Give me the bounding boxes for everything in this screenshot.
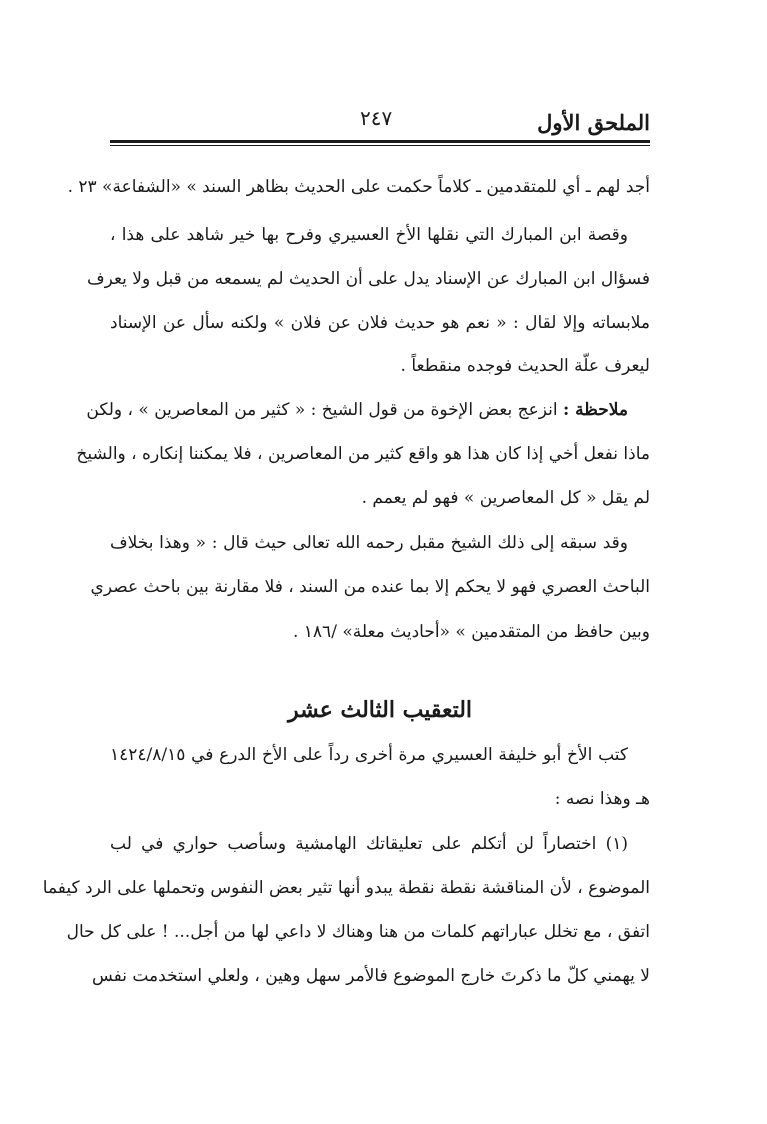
- text-line: وبين حافظ من المتقدمين » «أحاديث معلة» /١٨٦ .: [292, 622, 650, 642]
- note-paragraph-line: [86, 397, 650, 423]
- text-line: أجد لهم ـ أي للمتقدمين ـ كلاماً حكمت على الحديث بظاهر السند » «الشفاعة» ٢٣ .: [67, 177, 650, 197]
- page-number: ٢٤٧: [360, 106, 393, 130]
- page-header: [110, 100, 650, 140]
- header-rule-thick: [110, 140, 650, 143]
- header-rule-thin: [110, 145, 650, 146]
- text-line: (١) اختصاراً لن أتكلم على تعليقاتك الهامشية وسأصب حواري في لب: [110, 834, 628, 854]
- text-line: ملابساته وإلا لقال : « نعم هو حديث فلان عن فلان » ولكنه سأل عن الإسناد: [110, 313, 650, 333]
- text-line: كتب الأخ أبو خليفة العسيري مرة أخرى رداً على الأخ الدرع في ١٤٢٤/٨/١٥: [110, 745, 628, 765]
- text-line: وقد سبقه إلى ذلك الشيخ مقبل رحمه الله تعالى حيث قال : « وهذا بخلاف: [110, 533, 628, 553]
- text-line: الموضوع ، لأن المناقشة نقطة نقطة يبدو أنها تثير بعض النفوس وتحملها على الرد كيفما: [42, 878, 650, 898]
- text-line: لم يقل « كل المعاصرين » فهو لم يعمم .: [361, 488, 650, 508]
- text-line: هـ وهذا نصه :: [554, 789, 650, 809]
- note-text: انزعج بعض الإخوة من قول الشيخ : « كثير من المعاصرين » ، ولكن: [86, 400, 558, 420]
- text-line: لا يهمني كلّ ما ذكرتَ خارج الموضوع فالأمر سهل وهين ، ولعلي استخدمت نفس: [91, 966, 650, 986]
- running-title: الملحق الأول: [537, 110, 650, 135]
- note-label: ملاحظة :: [562, 400, 628, 420]
- text-line: اتفق ، مع تخلل عباراتهم كلمات من هنا وهناك لا داعي لها من أجل... ! على كل حال: [66, 922, 650, 942]
- text-line: ماذا نفعل أخي إذا كان هذا هو واقع كثير من المعاصرين ، فلا يمكننا إنكاره ، والشيخ: [76, 444, 650, 464]
- text-line: ليعرف علّة الحديث فوجده منقطعاً .: [400, 356, 650, 376]
- text-line: وقصة ابن المبارك التي نقلها الأخ العسيري وفرح بها خير شاهد على هذا ،: [110, 225, 628, 245]
- text-line: الباحث العصري فهو لا يحكم إلا بما عنده من السند ، فلا مقارنة بين باحث عصري: [90, 577, 650, 597]
- text-line: فسؤال ابن المبارك عن الإسناد يدل على أن الحديث لم يسمعه من قبل ولا يعرف: [86, 269, 650, 289]
- section-heading: التعقيب الثالث عشر: [287, 697, 473, 723]
